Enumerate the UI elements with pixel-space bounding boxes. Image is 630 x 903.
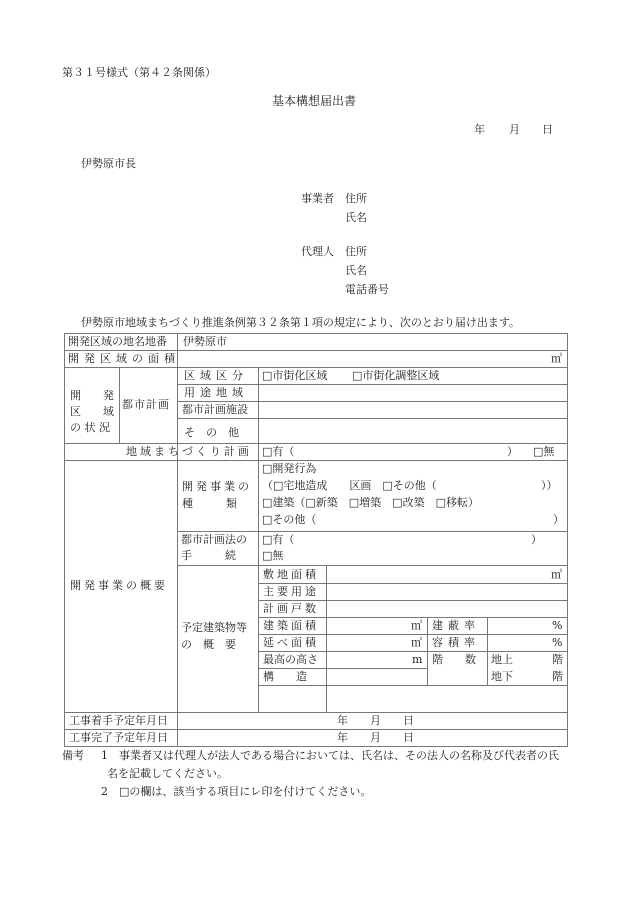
area-label: 開発区域の面積: [68, 352, 180, 365]
extra-input[interactable]: [328, 686, 565, 711]
note-1-line1: 事業者又は代理人が法人である場合においては、氏名は、その法人の名称及び代表者の氏: [119, 749, 559, 762]
use-district-input[interactable]: [260, 385, 565, 400]
planned-units-label: 計画戸数: [263, 602, 319, 615]
status-label-line1: 開 発: [70, 389, 114, 402]
structure-label: 構 造: [263, 670, 307, 683]
city-planning-label: 都市計画: [122, 398, 170, 411]
form-number: 第３１号様式（第４２条関係）: [62, 66, 216, 79]
floors-below-label: 地下: [491, 670, 513, 683]
form-title: 基本構想届出書: [272, 94, 357, 108]
floor-area-input[interactable]: [328, 635, 413, 650]
floor-area-ratio-unit: %: [552, 636, 563, 649]
project-type-label-line2: 種 類: [182, 497, 237, 510]
other-input[interactable]: [260, 419, 565, 442]
floor-area-ratio-label: 容積率: [432, 636, 480, 649]
building-overview-label-line2: の 概 要: [181, 638, 236, 651]
status-label-line3: の 状 況: [70, 421, 110, 434]
floors-above-unit: 階: [552, 653, 563, 666]
addressee: 伊勢原市長: [81, 157, 136, 170]
area-input[interactable]: [180, 351, 564, 366]
building-area-unit: ㎡: [411, 619, 422, 632]
start-date-day[interactable]: 日: [403, 714, 414, 727]
agent-phone-label: 電話番号: [345, 283, 389, 296]
status-label-line2: 区 域: [70, 405, 114, 418]
building-area-label: 建築面積: [263, 619, 319, 632]
overview-label: 開発事業の概要: [70, 579, 168, 592]
intro-text: 伊勢原市地域まちづくり推進条例第３２条第１項の規定により、次のとおり届け出ます。: [81, 316, 521, 329]
floors-below-input[interactable]: [515, 669, 549, 684]
other-type-checkbox[interactable]: □その他（: [262, 513, 317, 526]
city-planning-law-close: ）: [531, 533, 542, 546]
city-facility-label: 都市計画施設: [182, 403, 248, 416]
site-area-input[interactable]: [328, 567, 553, 582]
note-2-number: 2: [101, 785, 108, 798]
other-label: そ の 他: [184, 426, 239, 439]
applicant-name-label: 氏名: [345, 211, 367, 224]
site-area-unit: ㎡: [551, 568, 562, 581]
city-planning-law-no-checkbox[interactable]: □無: [262, 549, 284, 562]
max-height-label: 最高の高さ: [263, 653, 318, 666]
max-height-unit: m: [412, 653, 423, 666]
planned-units-input[interactable]: [328, 601, 565, 616]
note-2-line1: □の欄は、該当する項目にレ印を付けてください。: [119, 785, 372, 798]
floor-area-label: 延べ面積: [263, 636, 319, 649]
note-1-line2: 名を記載してください。: [107, 767, 228, 780]
end-date-day[interactable]: 日: [403, 731, 414, 744]
community-plan-no-checkbox[interactable]: □無: [533, 445, 555, 458]
building-area-input[interactable]: [328, 618, 413, 633]
building-overview-label-line1: 予定建築物等: [181, 621, 247, 634]
floor-area-unit: ㎡: [411, 636, 422, 649]
urbanization-area-checkbox[interactable]: □市街化区域: [262, 369, 328, 382]
note-1-number: 1: [101, 749, 108, 762]
location-label: 開発区域の地名地番: [68, 335, 167, 348]
project-type-label-line1: 開発事業の: [182, 480, 252, 493]
main-use-input[interactable]: [328, 584, 565, 599]
start-date-year[interactable]: 年: [337, 714, 348, 727]
applicant-label: 事業者: [301, 192, 334, 205]
date-year-label: 年: [474, 123, 485, 136]
community-plan-label: 地域まちづくり計画: [126, 445, 252, 458]
community-plan-yes-checkbox[interactable]: □有（: [262, 445, 295, 458]
city-planning-law-label-line1: 都市計画法の: [181, 533, 247, 546]
start-date-month[interactable]: 月: [370, 714, 381, 727]
floors-above-label: 地上: [491, 653, 513, 666]
coverage-ratio-unit: %: [552, 619, 563, 632]
main-use-label: 主要用途: [263, 585, 319, 598]
other-type-close: ）: [553, 513, 564, 526]
urbanization-control-area-checkbox[interactable]: □市街化調整区域: [352, 369, 440, 382]
structure-input[interactable]: [328, 669, 425, 684]
end-date-month[interactable]: 月: [370, 731, 381, 744]
land-development-line[interactable]: （□宅地造成 区画 □その他（: [262, 479, 437, 492]
agent-name-label: 氏名: [345, 264, 367, 277]
floor-area-ratio-input[interactable]: [489, 635, 549, 650]
city-planning-law-label-line2: 手 続: [181, 549, 236, 562]
agent-label: 代理人: [301, 245, 334, 258]
city-planning-law-yes-checkbox[interactable]: □有（: [262, 533, 295, 546]
end-date-label: 工事完了予定年月日: [69, 731, 168, 744]
floors-above-input[interactable]: [515, 652, 549, 667]
applicant-address-label: 住所: [345, 192, 367, 205]
floors-below-unit: 階: [552, 670, 563, 683]
coverage-ratio-label: 建蔽率: [432, 619, 480, 632]
site-area-label: 敷地面積: [263, 568, 319, 581]
max-height-input[interactable]: [328, 652, 413, 667]
area-unit: ㎡: [551, 352, 562, 365]
community-plan-close-paren: ）: [507, 445, 518, 458]
use-district-label: 用途地域: [184, 386, 248, 399]
agent-address-label: 住所: [345, 245, 367, 258]
building-type-line[interactable]: □建築（□新築 □増築 □改築 □移転）: [262, 496, 479, 509]
city-facility-input[interactable]: [260, 402, 565, 417]
development-act-checkbox[interactable]: □開発行為: [262, 462, 317, 475]
floors-label: 階 数: [432, 653, 476, 666]
end-date-year[interactable]: 年: [337, 731, 348, 744]
notes-label: 備考: [62, 749, 84, 762]
date-month-label: 月: [509, 123, 520, 136]
location-value[interactable]: 伊勢原市: [183, 335, 227, 348]
coverage-ratio-input[interactable]: [489, 618, 549, 633]
start-date-label: 工事着手予定年月日: [69, 714, 168, 727]
land-development-close: ））: [541, 479, 558, 492]
zoning-division-label: 区域区分: [184, 369, 248, 382]
date-day-label: 日: [542, 123, 553, 136]
